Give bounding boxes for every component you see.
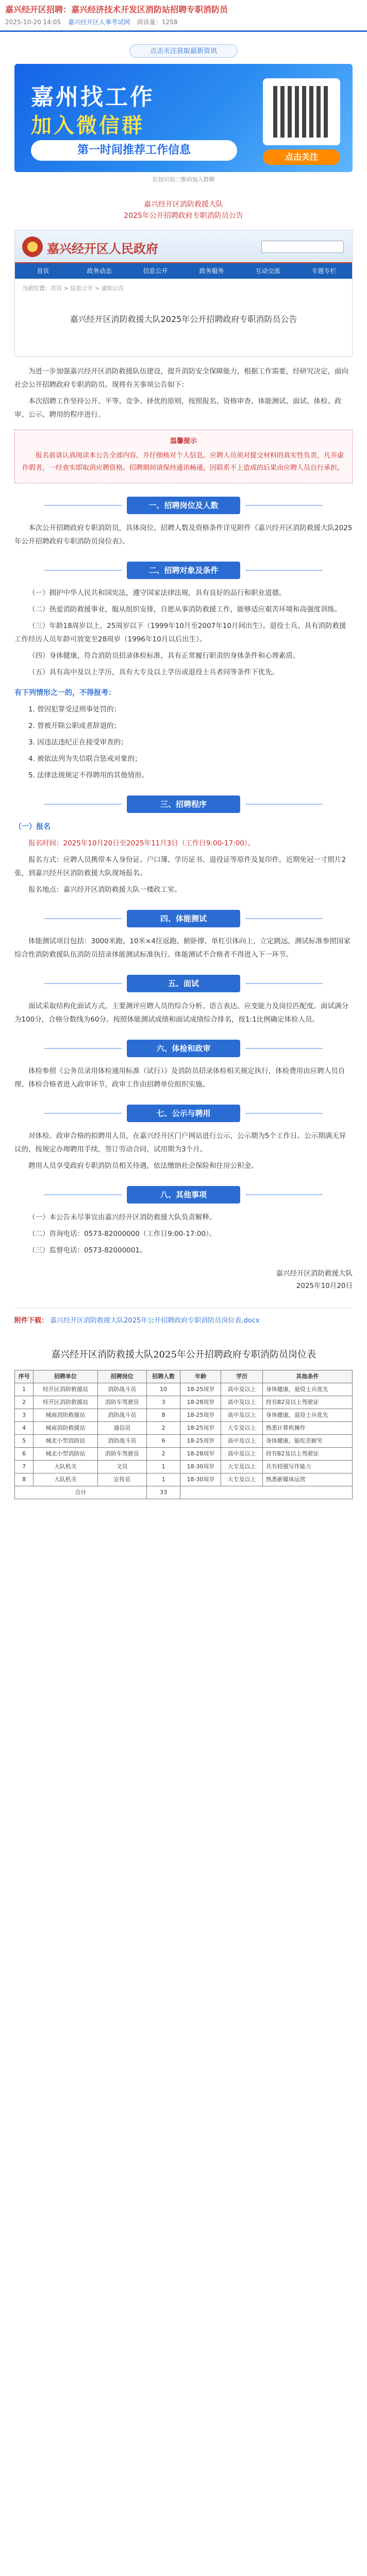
table-cell: 18-30周岁 (180, 1473, 221, 1486)
section-title: 五、面试 (127, 975, 240, 992)
red-headline-1: 嘉兴经开区消防救援大队 (144, 200, 223, 209)
table-cell: 1 (15, 1383, 34, 1396)
table-total-row (15, 1486, 353, 1499)
table-cell: 消防车驾驶员 (97, 1448, 146, 1461)
page-title: 嘉兴经开区招聘：嘉兴经济技术开发区消防站招聘专职消防员 (5, 5, 228, 14)
table-cell: 城北小型消防站 (34, 1435, 98, 1448)
table-cell: 大队机关 (34, 1461, 98, 1473)
section-paragraph: 报名地点：嘉兴经开区消防救援大队一楼政工室。 (28, 886, 181, 894)
table-row (15, 1461, 353, 1473)
section-paragraph: （一）拥护中华人民共和国宪法，遵守国家法律法规，具有良好的品行和职业道德。 (28, 589, 286, 597)
total-label: 合计 (15, 1486, 147, 1499)
table-cell: 高中及以上 (221, 1383, 262, 1396)
read-count: 阅读量：1258 (137, 19, 178, 26)
section-paragraph: （三）年龄18周岁以上，25周岁以下（1999年10月至2007年10月间出生）。退役士兵、具有消防救援工作经历人员年龄可放宽至28周岁（1996年10月以后出生）。 (14, 622, 346, 643)
position-table-section (14, 1347, 353, 1499)
attachment-link[interactable]: 嘉兴经开区消防救援大队2025年公开招聘政府专职消防员岗位表.docx (50, 1317, 260, 1325)
section-paragraph: （三）监督电话：0573-82000001。 (28, 1246, 147, 1255)
publish-time: 2025-10-20 14:05 (5, 19, 61, 26)
table-cell: 8 (146, 1409, 180, 1422)
signature-date: 2025年10月20日 (296, 1282, 353, 1290)
list-item: 3. 因违法违纪正在接受审查的； (28, 738, 128, 747)
notice-text: 报名前请认真阅读本公告全部内容，并仔细核对个人信息。应聘人员须对提交材料的真实性负责，凡弄虚作假者，一经查实即取消应聘资格。招聘期间请保持通讯畅通，因联系不上造成的后果由应聘人员自行承担。 (22, 452, 344, 472)
table-cell: 18-25周岁 (180, 1422, 221, 1435)
follow-tag[interactable]: 点击关注获取最新资讯 (129, 44, 238, 58)
table-cell: 经开区消防救援站 (34, 1383, 98, 1396)
table-cell: 城南消防救援站 (34, 1409, 98, 1422)
gov-location: 当前位置：首页 > 信息公开 > 通知公告 (22, 285, 124, 292)
total-value: 33 (146, 1486, 180, 1499)
section-title: 一、招聘岗位及人数 (127, 497, 240, 514)
table-cell: 消防战斗员 (97, 1435, 146, 1448)
section-paragraph: （二）热爱消防救援事业，服从组织安排，自愿从事消防救援工作，能够适应艰苦环境和高强度训练。 (28, 605, 342, 614)
signature-org: 嘉兴经开区消防救援大队 (276, 1269, 353, 1278)
table-cell: 持有B2及以上驾驶证 (262, 1448, 352, 1461)
table-cell: 经开区消防救援站 (34, 1396, 98, 1409)
intro-paragraph: 为进一步加强嘉兴经开区消防救援队伍建设，提升消防安全保障能力，根据工作需要，经研究决定，面向社会公开招聘政府专职消防员。现将有关事项公告如下： (14, 367, 348, 389)
table-row (15, 1435, 353, 1448)
table-cell: 6 (146, 1435, 180, 1448)
section-title: 四、体能测试 (127, 910, 240, 927)
section-title: 六、体检和政审 (127, 1040, 240, 1057)
table-cell: 6 (15, 1448, 34, 1461)
click-follow-button[interactable]: 点击关注 (263, 149, 340, 165)
table-cell: 大专及以上 (221, 1422, 262, 1435)
red-headline (8, 199, 359, 222)
notice-title: 温馨提示 (170, 437, 197, 445)
gov-article-title: 嘉兴经开区消防救援大队2025年公开招聘政府专职消防员公告 (70, 314, 297, 324)
table-cell: 10 (146, 1383, 180, 1396)
table-cell: 具有较强写作能力 (262, 1461, 352, 1473)
section-paragraph: （四）身体健康，符合消防员招录体检标准，具有正常履行职责的身体条件和心理素质。 (28, 652, 300, 660)
section-paragraph: 报名时间：2025年10月20日至2025年11月3日（工作日9:00-17:00）。 (28, 839, 255, 848)
table-row (15, 1409, 353, 1422)
table-body (15, 1383, 353, 1499)
table-cell: 2 (146, 1448, 180, 1461)
section-paragraph: 面试采取结构化面试方式，主要测评应聘人员的综合分析、语言表达、应变能力及岗位匹配度。面试满分为100分，合格分数线为60分。按照体能测试成绩和面试成绩综合排名，按1:1比例确定体检人员。 (14, 1002, 348, 1024)
top-header (0, 0, 367, 32)
qr-caption: 长按识别二维码加入群聊 (152, 176, 215, 183)
gov-name: 嘉兴经开区人民政府 (47, 241, 158, 256)
table-cell: 消防战斗员 (97, 1409, 146, 1422)
table-cell: 熟悉新媒体运营 (262, 1473, 352, 1486)
source-link[interactable]: 嘉兴经开区人事考试网 (68, 19, 130, 26)
position-table (14, 1370, 353, 1499)
table-cell: 身体健康，能吃苦耐劳 (262, 1435, 352, 1448)
table-header-row (15, 1370, 353, 1383)
gov-nav-item: 专题专栏 (311, 267, 337, 275)
section-paragraph: 聘用人员享受政府专职消防员相关待遇，依法缴纳社会保险和住房公积金。 (28, 1162, 258, 1170)
table-cell: 2 (15, 1396, 34, 1409)
gov-site-screenshot (14, 230, 353, 357)
table-cell: 大专及以上 (221, 1473, 262, 1486)
section-paragraph: （五）具有高中及以上学历，具有大专及以上学历或退役士兵者同等条件下优先。 (28, 668, 279, 676)
section-paragraph: 体检参照《公务员录用体检通用标准（试行）》及消防员招录体检相关规定执行，体检费用由应聘人员自理。体检合格者进入政审环节，政审工作由招聘单位组织实施。 (14, 1067, 345, 1089)
table-header: 招聘人数 (146, 1370, 180, 1383)
total-empty (180, 1486, 353, 1499)
qr-code-icon (263, 78, 340, 145)
table-cell: 18-28周岁 (180, 1396, 221, 1409)
table-cell: 8 (15, 1473, 34, 1486)
table-header: 其他条件 (262, 1370, 352, 1383)
meta-line (5, 18, 182, 26)
gov-nav-item: 政务服务 (199, 267, 224, 275)
table-cell: 消防车驾驶员 (97, 1396, 146, 1409)
table-cell: 1 (146, 1461, 180, 1473)
table-cell: 身体健康，退役士兵优先 (262, 1383, 352, 1396)
gov-nav (15, 263, 352, 279)
table-cell: 7 (15, 1461, 34, 1473)
section-paragraph: （二）咨询电话：0573-82000000（工作日9:00-17:00）。 (28, 1230, 216, 1238)
table-row (15, 1422, 353, 1435)
gov-nav-item: 政务动态 (87, 267, 112, 275)
banner-line1: 嘉州找工作 (31, 84, 155, 110)
table-cell: 高中及以上 (221, 1435, 262, 1448)
table-cell: 4 (15, 1422, 34, 1435)
signature-block (14, 1267, 353, 1292)
table-row (15, 1448, 353, 1461)
table-cell: 城南消防救援站 (34, 1422, 98, 1435)
section-paragraph: （一）本公告未尽事宜由嘉兴经开区消防救援大队负责解释。 (28, 1213, 216, 1222)
intro-paragraph: 本次招聘工作坚持公开、平等、竞争、择优的原则，按照报名、资格审查、体能测试、面试、体检、政审、公示、聘用的程序进行。 (14, 397, 342, 419)
table-cell: 3 (146, 1396, 180, 1409)
section-paragraph: 对体检、政审合格的拟聘用人员，在嘉兴经开区门户网站进行公示，公示期为5个工作日。公示期满无异议的，按规定办理聘用手续，签订劳动合同，试用期为3个月。 (14, 1132, 346, 1154)
table-cell: 18-28周岁 (180, 1448, 221, 1461)
table-header: 年龄 (180, 1370, 221, 1383)
gov-nav-item: 信息公开 (143, 267, 168, 275)
table-cell: 消防战斗员 (97, 1383, 146, 1396)
notice-box (14, 430, 353, 483)
section-title: 二、招聘对象及条件 (127, 562, 240, 579)
gov-nav-item: 首页 (37, 267, 49, 275)
table-title: 嘉兴经开区消防救援大队2025年公开招聘政府专职消防员岗位表 (51, 1349, 316, 1360)
table-cell: 18-30周岁 (180, 1461, 221, 1473)
section-title: 三、招聘程序 (127, 795, 240, 813)
table-cell: 宣传员 (97, 1473, 146, 1486)
table-cell: 1 (146, 1473, 180, 1486)
section-paragraph: 本次公开招聘政府专职消防员，具体岗位、招聘人数及资格条件详见附件《嘉兴经开区消防救援大队2025年公开招聘政府专职消防员岗位表》。 (14, 524, 353, 546)
table-header: 序号 (15, 1370, 34, 1383)
table-header: 招聘单位 (34, 1370, 98, 1383)
table-cell: 高中及以上 (221, 1448, 262, 1461)
table-cell: 城北小型消防站 (34, 1448, 98, 1461)
article-body (14, 365, 353, 1292)
gov-header (15, 230, 352, 263)
section-title: 八、其他事项 (127, 1186, 240, 1204)
table-row (15, 1473, 353, 1486)
list-item: 1. 曾因犯罪受过刑事处罚的； (28, 705, 121, 714)
sub-title: 有下列情形之一的，不得报考： (14, 689, 115, 697)
table-cell: 大队机关 (34, 1473, 98, 1486)
table-cell: 18-25周岁 (180, 1409, 221, 1422)
section-paragraph: 报名方式：应聘人员携带本人身份证、户口簿、学历证书、退役证等原件及复印件，近期免冠一寸照片2张，到嘉兴经开区消防救援大队现场报名。 (14, 856, 346, 877)
table-row (15, 1383, 353, 1396)
emblem-icon (22, 236, 43, 257)
table-cell: 文员 (97, 1461, 146, 1473)
table-cell: 大专及以上 (221, 1461, 262, 1473)
table-header: 招聘岗位 (97, 1370, 146, 1383)
table-cell: 高中及以上 (221, 1396, 262, 1409)
banner-line2: 加入微信群 (31, 114, 144, 138)
table-cell: 3 (15, 1409, 34, 1422)
table-cell: 18-25周岁 (180, 1383, 221, 1396)
red-headline-2: 2025年公开招聘政府专职消防员公告 (124, 212, 243, 220)
list-item: 2. 曾被开除公职或者辞退的； (28, 722, 121, 730)
table-row (15, 1396, 353, 1409)
sub-title: （一）报名 (14, 823, 51, 831)
table-cell: 18-25周岁 (180, 1435, 221, 1448)
table-cell: 高中及以上 (221, 1409, 262, 1422)
table-cell: 通信员 (97, 1422, 146, 1435)
attachment-section (14, 1308, 353, 1327)
list-item: 5. 法律法规规定不得聘用的其他情形。 (28, 771, 149, 779)
gov-search-input (261, 241, 344, 253)
table-header: 学历 (221, 1370, 262, 1383)
table-cell: 身体健康，退役士兵优先 (262, 1409, 352, 1422)
table-cell: 5 (15, 1435, 34, 1448)
attachment-label: 附件下载： (14, 1317, 48, 1325)
table-cell: 持有B2及以上驾驶证 (262, 1396, 352, 1409)
table-cell: 2 (146, 1422, 180, 1435)
section-paragraph: 体能测试项目包括：3000米跑、10米×4往返跑、俯卧撑、单杠引体向上、立定跳远，测试标准参照国家综合性消防救援队伍消防员招录体能测试标准执行。体能测试不合格者不得进入下一环节。 (14, 937, 351, 959)
list-item: 4. 被依法列为失信联合惩戒对象的； (28, 755, 142, 763)
gov-nav-item: 互动交流 (255, 267, 280, 275)
table-cell: 熟悉计算机操作 (262, 1422, 352, 1435)
section-title: 七、公示与聘用 (127, 1105, 240, 1122)
promo-banner[interactable] (14, 64, 353, 172)
banner-line3: 第一时间推荐工作信息 (31, 140, 237, 161)
page-content (0, 32, 367, 1499)
gov-body (15, 279, 352, 356)
